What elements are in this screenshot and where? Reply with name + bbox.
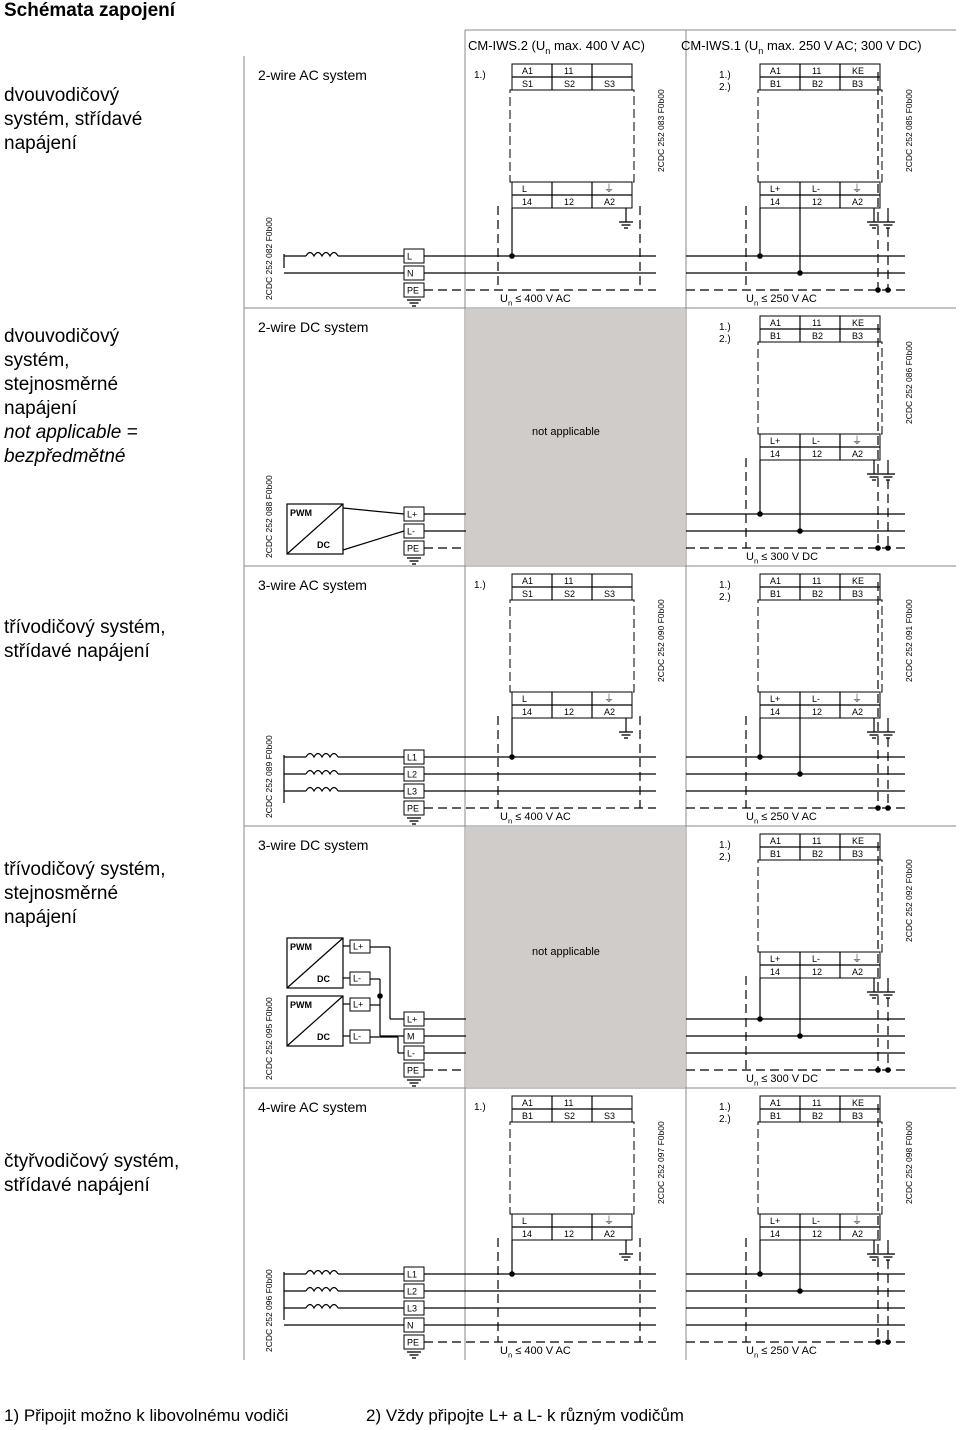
- terminal-label: A1: [770, 1098, 782, 1108]
- terminal-label: 11: [812, 836, 822, 846]
- terminal-label: L3: [407, 786, 418, 797]
- terminal-label: 14: [770, 707, 781, 717]
- note-marker: 1.): [719, 840, 731, 851]
- label-line: napájení: [4, 398, 77, 419]
- label-line: dvouvodičový: [4, 326, 120, 347]
- drawing-code: 2CDC 252 095 F0b00: [264, 997, 274, 1080]
- note-marker: 2.): [719, 592, 731, 603]
- label-line: dvouvodičový: [4, 85, 120, 106]
- junction-dot: [875, 805, 881, 811]
- junction-dot: [757, 1016, 763, 1022]
- voltage-rating: $U_n \le 250$ V AC: [746, 811, 817, 826]
- terminal-label: A1: [522, 1098, 534, 1108]
- drawing-code: 2CDC 252 088 F0b00: [264, 475, 274, 558]
- junction-dot: [509, 754, 515, 760]
- terminal-label: S2: [564, 589, 576, 599]
- note-marker: 1.): [719, 70, 731, 81]
- terminal-label: B1: [522, 1111, 534, 1121]
- note-marker: 1.): [719, 322, 731, 333]
- terminal-label: 11: [564, 576, 574, 586]
- terminal-label: 12: [564, 197, 575, 207]
- system-title: 2-wire DC system: [258, 319, 369, 335]
- terminal-label: L+: [770, 436, 781, 446]
- earth-symbol: ⏚: [604, 694, 614, 705]
- label-line: střídavé napájení: [4, 1175, 150, 1196]
- inductor-coil: [306, 1305, 338, 1309]
- terminal-label: B2: [812, 331, 824, 341]
- terminal-label: KE: [852, 1098, 865, 1108]
- voltage-rating: $U_n \le 400$ V AC: [500, 1345, 571, 1360]
- converter-label: DC: [317, 540, 330, 550]
- label-line: čtyřvodičový systém,: [4, 1151, 180, 1172]
- terminal-label: B3: [852, 331, 864, 341]
- terminal-label: 11: [812, 318, 822, 328]
- terminal-label: L2: [407, 769, 418, 780]
- drawing-code: 2CDC 252 082 F0b00: [264, 217, 274, 300]
- terminal-label: L1: [407, 752, 418, 763]
- module-body: [510, 1122, 634, 1214]
- terminal-label: B2: [812, 589, 824, 599]
- module-body: [758, 90, 882, 182]
- note-marker: 1.): [474, 580, 486, 591]
- drawing-code: 2CDC 252 091 F0b00: [904, 599, 914, 682]
- label-line: napájení: [4, 133, 77, 154]
- terminal-label: PE: [407, 803, 420, 814]
- terminal-label: L-: [407, 526, 416, 537]
- earth-symbol: ⏚: [852, 1216, 862, 1227]
- footnote-2: 2) Vždy připojte L+ a L- k různým vodičům: [366, 1406, 684, 1425]
- note-marker: 2.): [719, 334, 731, 345]
- label-italic-line: not applicable =: [4, 422, 138, 443]
- terminal-label: 11: [564, 1098, 574, 1108]
- terminal-label: B3: [852, 589, 864, 599]
- terminal-label: PE: [407, 285, 420, 296]
- junction-dot: [797, 528, 803, 534]
- drawing-code: 2CDC 252 097 F0b00: [656, 1121, 666, 1204]
- terminal-label: S3: [604, 79, 616, 89]
- terminal-label: L1: [407, 1269, 418, 1280]
- drawing-code: 2CDC 252 083 F0b00: [656, 89, 666, 172]
- terminal-label: B1: [770, 849, 782, 859]
- terminal-label: 14: [522, 707, 533, 717]
- note-marker: 1.): [719, 580, 731, 591]
- system-title: 4-wire AC system: [258, 1099, 367, 1115]
- terminal-label: B1: [770, 331, 782, 341]
- voltage-rating: $U_n \le 250$ V AC: [746, 1345, 817, 1360]
- drawing-code: 2CDC 252 092 F0b00: [904, 859, 914, 942]
- terminal-label: L+: [770, 954, 781, 964]
- junction-dot: [509, 253, 515, 259]
- terminal-label: 12: [812, 449, 823, 459]
- source-wire: [343, 531, 404, 550]
- note-marker: 1.): [719, 1102, 731, 1113]
- terminal-label: A1: [522, 66, 534, 76]
- terminal-label: L+: [353, 999, 364, 1010]
- terminal-label: 14: [522, 1229, 533, 1239]
- terminal-label: L-: [812, 694, 821, 704]
- terminal-label: L: [407, 251, 413, 262]
- source-wire: [343, 508, 404, 514]
- terminal-label: L-: [407, 1048, 416, 1059]
- system-title: 2-wire AC system: [258, 67, 367, 83]
- terminal-label: 14: [770, 967, 781, 977]
- footnote-1: 1) Připojit možno k libovolnému vodiči: [4, 1406, 289, 1425]
- row-2-wire-ac: [258, 64, 914, 307]
- drawing-code: 2CDC 252 098 F0b00: [904, 1121, 914, 1204]
- junction-dot: [797, 771, 803, 777]
- terminal-label: KE: [852, 576, 865, 586]
- row-4-wire-ac: [258, 1096, 914, 1359]
- terminal-label: L: [522, 694, 528, 704]
- system-title: 3-wire DC system: [258, 837, 369, 853]
- terminal-label: S1: [522, 79, 534, 89]
- inductor-coil: [306, 1271, 338, 1275]
- note-marker: 2.): [719, 82, 731, 93]
- note-marker: 1.): [474, 1102, 486, 1113]
- terminal-label: L+: [770, 1216, 781, 1226]
- terminal-label: L+: [353, 941, 364, 952]
- converter-label: PWM: [290, 1000, 312, 1010]
- not-applicable-text: not applicable: [532, 426, 600, 438]
- junction-dot: [377, 993, 383, 999]
- row-3-wire-ac: [258, 574, 914, 825]
- terminal-label: 14: [770, 197, 781, 207]
- terminal-label: KE: [852, 836, 865, 846]
- terminal-label: B2: [812, 1111, 824, 1121]
- module-body: [510, 90, 634, 182]
- converter-label: DC: [317, 974, 330, 984]
- terminal-label: L: [522, 184, 528, 194]
- note-marker: 2.): [719, 1114, 731, 1125]
- terminal-label: 14: [770, 449, 781, 459]
- terminal-label: A2: [852, 1229, 864, 1239]
- terminal-label: L-: [812, 184, 821, 194]
- terminal-label: 12: [812, 1229, 823, 1239]
- terminal-label: S3: [604, 589, 616, 599]
- junction-dot: [757, 511, 763, 517]
- terminal-label: 14: [522, 197, 533, 207]
- junction-dot: [797, 1033, 803, 1039]
- inductor-coil: [306, 754, 338, 758]
- terminal-label: N: [407, 268, 414, 279]
- terminal-label: KE: [852, 66, 865, 76]
- terminal-label: 12: [564, 1229, 575, 1239]
- label-line: třívodičový systém,: [4, 859, 166, 880]
- junction-dot: [757, 253, 763, 259]
- terminal-label: 12: [564, 707, 575, 717]
- terminal-label: B2: [812, 79, 824, 89]
- inductor-coil: [306, 253, 338, 257]
- note-marker: 2.): [719, 852, 731, 863]
- junction-dot: [509, 1271, 515, 1277]
- label-line: stejnosměrné: [4, 883, 119, 904]
- earth-symbol: ⏚: [604, 1216, 614, 1227]
- terminal-label: L+: [770, 694, 781, 704]
- module-body: [758, 1122, 882, 1214]
- note-marker: 1.): [474, 70, 486, 81]
- converter-label: DC: [317, 1032, 330, 1042]
- junction-dot: [757, 754, 763, 760]
- earth-symbol: ⏚: [852, 184, 862, 195]
- junction-dot: [875, 287, 881, 293]
- terminal-label: 12: [812, 707, 823, 717]
- terminal-label: S2: [564, 1111, 576, 1121]
- voltage-rating: $U_n \le 300$ V DC: [746, 551, 819, 566]
- label-line: střídavé napájení: [4, 641, 150, 662]
- page-title: Schémata zapojení: [4, 0, 176, 21]
- inductor-coil: [306, 771, 338, 775]
- terminal-label: L-: [812, 1216, 821, 1226]
- terminal-label: A1: [770, 66, 782, 76]
- column-header-iws2: CM-IWS.2 ($U_n$ max. 400 V AC): [468, 38, 645, 56]
- module-body: [758, 342, 882, 434]
- label-line: systém,: [4, 350, 70, 371]
- label-italic-line: bezpředmětné: [4, 446, 126, 467]
- terminal-label: PE: [407, 1065, 420, 1076]
- terminal-label: A2: [852, 707, 864, 717]
- terminal-label: L+: [770, 184, 781, 194]
- voltage-rating: $U_n \le 250$ V AC: [746, 293, 817, 308]
- terminal-label: N: [407, 1320, 414, 1331]
- terminal-label: A1: [522, 576, 534, 586]
- junction-dot: [757, 1271, 763, 1277]
- terminal-label: B1: [770, 1111, 782, 1121]
- terminal-label: A2: [604, 197, 616, 207]
- module-body: [510, 600, 634, 692]
- terminal-label: L2: [407, 1286, 418, 1297]
- terminal-label: L+: [407, 509, 418, 520]
- terminal-label: PE: [407, 543, 420, 554]
- voltage-rating: $U_n \le 400$ V AC: [500, 293, 571, 308]
- label-line: třívodičový systém,: [4, 617, 166, 638]
- terminal-label: A1: [770, 576, 782, 586]
- voltage-rating: $U_n \le 300$ V DC: [746, 1073, 819, 1088]
- module-body: [758, 600, 882, 692]
- terminal-label: 11: [812, 576, 822, 586]
- drawing-code: 2CDC 252 086 F0b00: [904, 341, 914, 424]
- inductor-coil: [306, 788, 338, 792]
- earth-symbol: ⏚: [604, 184, 614, 195]
- junction-dot: [797, 270, 803, 276]
- converter-label: PWM: [290, 508, 312, 518]
- drawing-code: 2CDC 252 096 F0b00: [264, 1269, 274, 1352]
- inductor-coil: [306, 1288, 338, 1292]
- not-applicable-text: not applicable: [532, 946, 600, 958]
- junction-dot: [875, 545, 881, 551]
- earth-symbol: ⏚: [852, 436, 862, 447]
- terminal-label: B1: [770, 589, 782, 599]
- column-headers: [468, 38, 922, 56]
- voltage-rating: $U_n \le 400$ V AC: [500, 811, 571, 826]
- terminal-label: 11: [564, 66, 574, 76]
- label-line: stejnosměrné: [4, 374, 119, 395]
- terminal-label: L+: [407, 1014, 418, 1025]
- terminal-label: A1: [770, 836, 782, 846]
- drawing-code: 2CDC 252 085 F0b00: [904, 89, 914, 172]
- label-line: napájení: [4, 907, 77, 928]
- terminal-label: B2: [812, 849, 824, 859]
- drawing-code: 2CDC 252 090 F0b00: [656, 599, 666, 682]
- terminal-label: 14: [770, 1229, 781, 1239]
- terminal-label: KE: [852, 318, 865, 328]
- earth-symbol: ⏚: [852, 954, 862, 965]
- terminal-label: B3: [852, 1111, 864, 1121]
- terminal-label: L-: [812, 436, 821, 446]
- terminal-label: A2: [852, 967, 864, 977]
- terminal-label: 12: [812, 197, 823, 207]
- column-header-iws1: CM-IWS.1 ($U_n$ max. 250 V AC; 300 V DC): [681, 38, 922, 56]
- terminal-label: S3: [604, 1111, 616, 1121]
- terminal-label: L-: [353, 1031, 362, 1042]
- terminal-label: S1: [522, 589, 534, 599]
- terminal-label: L-: [353, 973, 362, 984]
- terminal-label: M: [407, 1031, 415, 1042]
- drawing-code: 2CDC 252 089 F0b00: [264, 735, 274, 818]
- terminal-label: A1: [770, 318, 782, 328]
- terminal-label: A2: [852, 449, 864, 459]
- terminal-label: A2: [604, 707, 616, 717]
- module-body: [758, 860, 882, 952]
- terminal-label: L3: [407, 1303, 418, 1314]
- terminal-label: 11: [812, 1098, 822, 1108]
- terminal-label: B3: [852, 79, 864, 89]
- terminal-label: S2: [564, 79, 576, 89]
- terminal-label: B1: [770, 79, 782, 89]
- junction-dot: [875, 1067, 881, 1073]
- terminal-label: L: [522, 1216, 528, 1226]
- system-title: 3-wire AC system: [258, 577, 367, 593]
- terminal-label: 11: [812, 66, 822, 76]
- terminal-label: L-: [812, 954, 821, 964]
- junction-dot: [797, 1288, 803, 1294]
- terminal-label: 12: [812, 967, 823, 977]
- terminal-label: PE: [407, 1337, 420, 1348]
- terminal-label: A2: [852, 197, 864, 207]
- label-line: systém, střídavé: [4, 109, 143, 130]
- junction-dot: [875, 1339, 881, 1345]
- terminal-label: A2: [604, 1229, 616, 1239]
- row-2-wire-dc: [258, 309, 914, 565]
- earth-symbol: ⏚: [852, 694, 862, 705]
- converter-label: PWM: [290, 942, 312, 952]
- terminal-label: B3: [852, 849, 864, 859]
- row-3-wire-dc: [258, 827, 914, 1087]
